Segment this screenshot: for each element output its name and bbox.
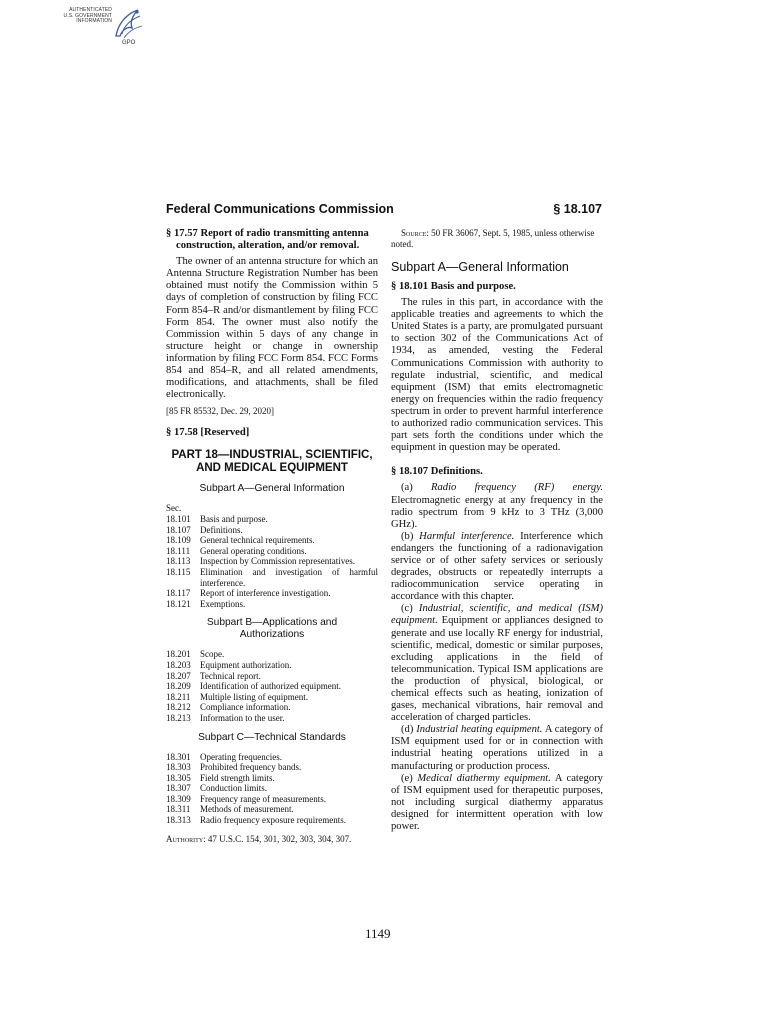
section-18-101-body: The rules in this part, in accordance with the applicable treaties and agreements to which the United States is a party, are promulgated pursuant to section 302 of the Communications Act of 1934, as amended, vesting the Federal Communications Commission with authority to regulate industrial, scientific, and medical equipment (ISM) that emits electromagnetic energy on frequencies within the radio frequency spectrum in order to prevent harmful interference to authorized radio communication services. This part sets forth the conditions under which the equipment in question may be operated. — [391, 297, 603, 454]
logo-gpo: GPO — [122, 40, 136, 46]
toc-number: 18.303 — [166, 762, 191, 773]
toc-title: Technical report. — [200, 670, 261, 681]
toc-number: 18.117 — [166, 588, 191, 599]
definition-term: Harmful interference. — [419, 530, 515, 542]
authority-label: Authority: — [166, 833, 206, 844]
definition-label: (c) — [401, 603, 413, 615]
toc-entry[interactable] — [166, 535, 378, 546]
toc-number: 18.305 — [166, 772, 191, 783]
toc-entry[interactable] — [166, 752, 378, 763]
subpart-a-heading: Subpart A—General Information — [391, 260, 569, 274]
toc-title: Inspection by Commission representatives. — [200, 556, 355, 567]
toc-number: 18.313 — [166, 815, 191, 826]
toc-number: 18.209 — [166, 681, 191, 692]
toc-entry[interactable] — [166, 556, 378, 567]
toc-number: 18.211 — [166, 691, 191, 702]
definition-a — [391, 482, 603, 530]
definition-term: Industrial heating equipment. — [416, 724, 543, 736]
toc-title: Radio frequency exposure requirements. — [200, 815, 346, 826]
definition-text: Electromagnetic energy at any frequency in the radio spectrum from 9 kHz to 3 THz (3,000 GHz). — [391, 494, 603, 530]
toc-number: 18.101 — [166, 514, 191, 524]
logo-text — [58, 8, 112, 25]
toc-number: 18.301 — [166, 751, 191, 762]
toc-title: Elimination and investigation of harmful interference. — [200, 566, 378, 588]
definition-text: A category of ISM equipment used for therapeutic purposes, not including surgical diathermy apparatus designed for intermittent operation with low power. — [391, 772, 603, 833]
toc-title: Scope. — [200, 649, 225, 660]
toc-title: Identification of authorized equipment. — [200, 681, 341, 692]
page-number: 1149 — [365, 926, 391, 941]
part-source-note — [391, 228, 603, 250]
section-title: Definitions. — [430, 466, 483, 478]
toc-entry[interactable] — [166, 588, 378, 599]
definition-label: (e) — [401, 772, 413, 784]
toc-title: Basis and purpose. — [200, 514, 268, 524]
toc-entry[interactable] — [166, 702, 378, 713]
toc-entry[interactable] — [166, 692, 378, 703]
logo-line-3: INFORMATION — [76, 18, 112, 24]
toc-title: Definitions. — [200, 524, 243, 535]
definition-text: Interference which endangers the functioning of a radionavigation service or of other safety services or seriously degrades, obstructs or repeatedly interrupts a radiocommunication service operating in accordance with this chapter. — [391, 530, 603, 603]
toc-title: Compliance information. — [200, 702, 291, 713]
toc-number: 18.309 — [166, 793, 191, 804]
toc-entry[interactable] — [166, 681, 378, 692]
section-17-58-heading: § 17.58 [Reserved] — [166, 427, 250, 439]
toc-subpart-c — [166, 752, 378, 826]
subpart-c-toc-heading: Subpart C—Technical Standards — [198, 731, 346, 743]
logo-line-2: U.S. GOVERNMENT — [63, 12, 112, 19]
toc-title: Prohibited frequency bands. — [200, 762, 302, 773]
toc-sec-label: Sec. — [166, 503, 182, 514]
definition-text: A category of ISM equipment used for or in connection with industrial heating operations utilized in a manufacturing or production process. — [391, 724, 604, 772]
toc-entry[interactable] — [166, 773, 378, 784]
subpart-b-toc-heading: Subpart B—Applications and Authorizations — [206, 617, 338, 641]
left-column — [166, 228, 378, 845]
toc-title: Conduction limits. — [200, 783, 268, 794]
toc-number: 18.107 — [166, 524, 191, 535]
toc-number: 18.121 — [166, 598, 191, 609]
definition-c — [391, 603, 603, 724]
toc-entry[interactable] — [166, 660, 378, 671]
toc-entry[interactable] — [166, 649, 378, 660]
toc-entry[interactable] — [166, 525, 378, 536]
definition-label: (b) — [401, 530, 414, 542]
toc-entry[interactable] — [166, 599, 378, 610]
toc-entry[interactable] — [166, 671, 378, 682]
toc-title: Report of interference investigation. — [200, 588, 331, 599]
section-number: § 17.57 — [166, 228, 198, 239]
definition-b — [391, 531, 603, 604]
definition-label: (a) — [401, 482, 413, 494]
toc-subpart-b — [166, 649, 378, 723]
section-number: § 18.101 — [391, 281, 429, 292]
toc-entry[interactable] — [166, 804, 378, 815]
definition-e — [391, 773, 603, 833]
toc-entry[interactable] — [166, 546, 378, 557]
toc-entry[interactable] — [166, 762, 378, 773]
logo-line-1: AUTHENTICATED — [69, 7, 112, 13]
toc-title: Exemptions. — [200, 598, 246, 609]
subpart-a-toc-heading: Subpart A—General Information — [199, 483, 345, 495]
toc-title: Frequency range of measurements. — [200, 793, 326, 804]
gpo-authenticated-logo — [58, 6, 142, 46]
toc-title: Information to the user. — [200, 712, 285, 723]
part-18-title: PART 18—INDUSTRIAL, SCIENTIFIC, AND MEDICAL EQUIPMENT — [171, 449, 373, 475]
toc-number: 18.207 — [166, 670, 191, 681]
toc-number: 18.212 — [166, 702, 191, 713]
toc-title: Equipment authorization. — [200, 659, 292, 670]
toc-number: 18.213 — [166, 712, 191, 723]
authority-citation — [166, 834, 378, 845]
toc-title: General operating conditions. — [200, 545, 307, 556]
toc-title: General technical requirements. — [200, 535, 315, 546]
toc-entry[interactable] — [166, 514, 378, 525]
definition-text: Equipment or appliances designed to generate and use locally RF energy for industrial, scientific, medical, domestic or similar purposes, excluding applications in the field of telecommunication. Typical ISM applications are the production of physical, biological, or chemical effects such as heating, ionization of gases, mechanical vibrations, hair removal and acceleration of charged particles. — [391, 615, 603, 724]
authority-text: 47 U.S.C. 154, 301, 302, 303, 304, 307. — [207, 833, 352, 844]
toc-entry[interactable] — [166, 713, 378, 724]
eagle-icon — [110, 6, 144, 46]
toc-title: Field strength limits. — [200, 772, 275, 783]
toc-number: 18.203 — [166, 659, 191, 670]
toc-entry[interactable] — [166, 783, 378, 794]
section-title: Report of radio transmitting antenna construction, alteration, and/or removal. — [176, 228, 369, 252]
section-number: § 18.107 — [391, 466, 429, 478]
toc-number: 18.311 — [166, 804, 191, 815]
toc-subpart-a — [166, 503, 378, 609]
toc-entry[interactable] — [166, 815, 378, 826]
source-text: 50 FR 36067, Sept. 5, 1985, unless otherwise noted. — [391, 228, 595, 249]
right-column — [391, 228, 603, 833]
running-header-agency: Federal Communications Commission — [166, 202, 394, 216]
toc-title: Operating frequencies. — [200, 751, 282, 762]
section-17-57-source: [85 FR 85532, Dec. 29, 2020] — [166, 406, 274, 417]
toc-number: 18.113 — [166, 556, 191, 567]
definition-term: Industrial, scientific, and medical (ISM) equipment. — [391, 603, 603, 627]
toc-title: Multiple listing of equipment. — [200, 691, 308, 702]
definition-label: (d) — [401, 724, 414, 736]
section-17-57-body: The owner of an antenna structure for which an Antenna Structure Registration Number has been obtained must notify the Commission within 5 days of completion of construction by filing FCC Form 854–R and/or dismantlement by filing FCC Form 854. The owner must also notify the Commission within 5 days of any change in structure height or change in ownership information by filing FCC Form 854. FCC Forms 854 and 854–R, and all related amendments, modifications, and attachments, shall be filed electronically. — [166, 256, 378, 401]
toc-entry[interactable] — [166, 794, 378, 805]
toc-number: 18.201 — [166, 649, 191, 660]
running-header-section: § 18.107 — [553, 202, 602, 216]
section-18-101-heading — [391, 281, 603, 293]
source-label: Source: — [401, 228, 429, 238]
toc-number: 18.115 — [166, 566, 191, 577]
definition-term: Medical diathermy equipment. — [417, 772, 551, 784]
toc-entry[interactable] — [166, 567, 378, 588]
toc-number: 18.111 — [166, 545, 191, 556]
definition-d — [391, 724, 603, 772]
section-17-57-heading — [166, 228, 378, 252]
toc-number: 18.307 — [166, 783, 191, 794]
section-18-107-heading — [391, 466, 603, 478]
section-title: Basis and purpose. — [430, 281, 516, 292]
toc-title: Methods of measurement. — [200, 804, 294, 815]
definition-term: Radio frequency (RF) energy. — [431, 482, 603, 494]
toc-number: 18.109 — [166, 535, 191, 546]
